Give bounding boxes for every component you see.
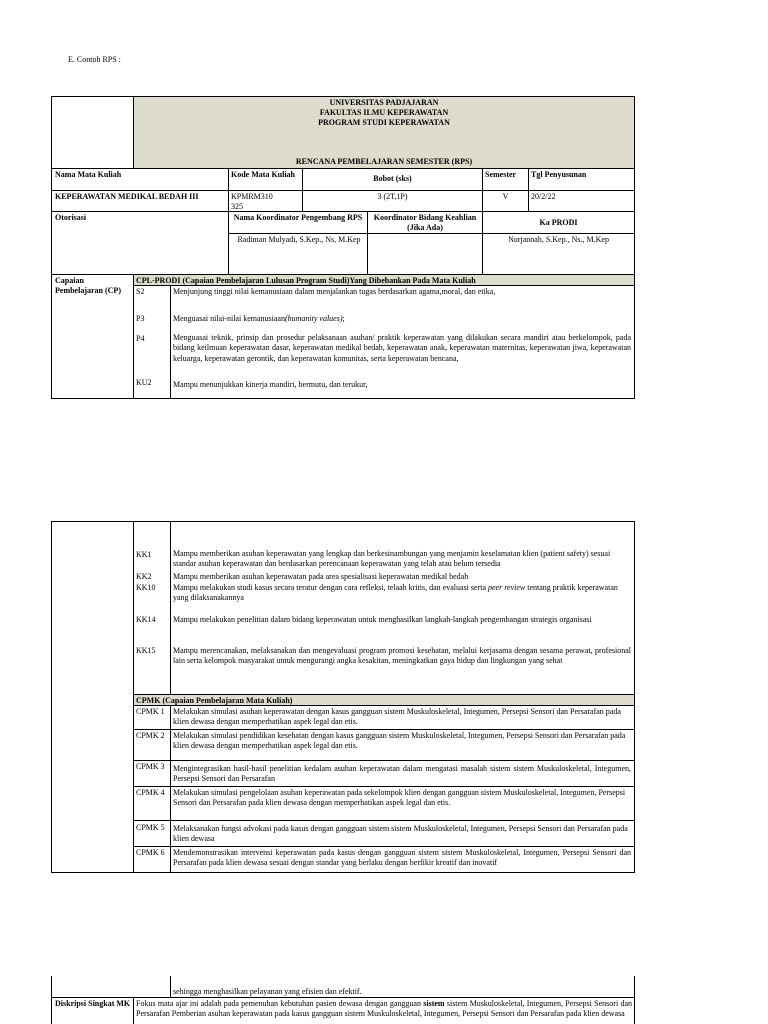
cp-code: P3 xyxy=(136,314,145,323)
description-text-rest: sistem Muskuloskeletal, Integumen, Persepsi Sensori dan Persarafan Pemberian asuhan keperawatan pada kasus gangguan sistem Muskuloskeletal, Integumen, Persepsi Sensori dan Persarafan pada klien dewasa xyxy=(136,999,632,1019)
cpmk-code: CPMK 4 xyxy=(136,788,165,797)
course-name-label: Nama Mata Kuliah xyxy=(55,170,122,179)
cp-text-main: Menguasai nilai-nilai kemanusiaan xyxy=(173,314,285,323)
kk-text: Mampu merencanakan, melaksanakan dan mengevaluasi program promosi kesehatan, melalui kerjasama dengan sesama perawat, profesional lain serta kelompok masyarakat untuk mengurangi angka kesakitan, meningkatkan gaya hidup dan lingkungan yang sehat xyxy=(173,646,631,666)
description-label: Diskripsi Singkat MK xyxy=(55,999,131,1008)
cp-text-italic: (humanity values) xyxy=(284,314,343,323)
intro-text: E. Contoh RPS : xyxy=(68,55,121,64)
cp-text: Mampu menunjukkan kinerja mandiri, bermutu, dan terukur, xyxy=(173,380,368,389)
kk-text-main: Mampu melakukan studi kasus secara teratur dengan cara refleksi, telaah kritis, dan evaluasi serta xyxy=(173,583,486,592)
head-label: Ka PRODI xyxy=(539,218,578,227)
description-text-bold: sistem xyxy=(423,999,445,1008)
semester-value: V xyxy=(502,192,509,201)
date-label: Tgl Penyusunan xyxy=(531,170,587,179)
weight-value: 3 (2T,1P) xyxy=(377,192,408,201)
cpmk-text: Melakukan simulasi pengelolaan asuhan keperawatan pada sekelompok klien dengan gangguan sistem Muskuloskeletal, Integumen, Persepsi Sensori dan Persarafan pada klien dewasa dengan memperhatikan aspek legal dan etis. xyxy=(173,788,626,808)
program-name: PROGRAM STUDI KEPERAWATAN xyxy=(318,118,450,127)
kk-code: KK15 xyxy=(136,646,156,655)
university-name: UNIVERSITAS PADJAJARAN xyxy=(329,98,439,107)
cp-text-tail: ; xyxy=(342,314,345,323)
kk-code: KK1 xyxy=(136,550,152,559)
weight-label: Bobot (sks) xyxy=(373,174,412,183)
document-title: RENCANA PEMBELAJARAN SEMESTER (RPS) xyxy=(295,157,473,166)
coordinator-value: Radiman Mulyadi, S.Kep., Ns, M.Kep xyxy=(237,235,361,244)
course-code-value: KPMRM310 325 xyxy=(231,192,273,212)
course-name-value: KEPERAWATAN MEDIKAL BEDAH III xyxy=(55,192,199,201)
cp-code: KU2 xyxy=(136,378,152,387)
kk-text xyxy=(173,583,631,604)
cpmk-code: CPMK 2 xyxy=(136,731,165,740)
cp-text xyxy=(173,314,631,324)
cp-text: Menguasai teknik, prinsip dan prosedur pelaksanaan asuhan/ praktik keperawatan yang dilakukan secara mandiri atau berkelompok, pada bidang keilmuan keperawatan dasar, keperawatan medikal bedah, keperawatan anak, keperawatan maternitas, keperawatan jiwa, keperawatan keluarga, keperawatan gerontik, dan keperawatan komunitas, serta keperawatan bencana, xyxy=(173,333,631,363)
kk-code: KK14 xyxy=(136,615,156,624)
kk-code: KK10 xyxy=(136,583,156,592)
kk-text-tail: tentang praktik keperawatan yang dilaksanakannya xyxy=(173,583,618,603)
date-value: 20/2/22 xyxy=(531,192,556,201)
cp-text: Menjunjung tinggi nilai kemanusiaan dalam menjalankan tugas berdasarkan agama,moral, dan etika, xyxy=(173,287,496,296)
cpmk-text: Melakukan simulasi asuhan keperawatan dengan kasus gangguan sistem Muskuloskeletal, Integumen, Persepsi Sensori dan Persarafan pada klien dewasa dengan memperhatikan aspek legal dan etis. xyxy=(173,707,621,727)
cpmk-text: Mendemonstrasikan intervensi keperawatan pada kasus dengan gangguan sistem sistem Muskuloskeletal, Integumen, Persepsi Sensori dan Persarafan pada klien dewasa sesuai dengan standar yang berlaku dengan berfikir kreatif dan inovatif xyxy=(173,848,631,868)
kk-text: Mampu memberikan asuhan keperawatan pada area spesialisasi keperawatan medikal bedah xyxy=(173,572,469,581)
head-value: Nurjannah, S.Kep., Ns., M.Kep xyxy=(508,235,609,244)
semester-label: Semester xyxy=(485,170,517,179)
cpmk-code: CPMK 1 xyxy=(136,707,165,716)
cp-label: Capaian Pembelajaran (CP) xyxy=(55,276,121,296)
cpmk-text: Melakukan simulasi pendidikan kesehatan dengan kasus gangguan sistem Muskuloskeletal, Integumen, Persepsi Sensori dan Persarafan pada klien dewasa dengan memperhatikan aspek legal dan etis. xyxy=(173,731,626,751)
cpmk-code: CPMK 3 xyxy=(136,762,165,771)
description-text xyxy=(136,999,632,1024)
cpmk-heading: CPMK (Capaian Pembelajaran Mata Kuliah) xyxy=(136,696,293,705)
cpmk-code: CPMK 6 xyxy=(136,848,165,857)
cp-code: P4 xyxy=(136,334,145,343)
coordinator-label: Nama Koordinator Pengembang RPS xyxy=(233,213,363,222)
authorization-label: Otorisasi xyxy=(55,213,87,222)
field-coordinator-label: Koordinator Bidang Keahlian (Jika Ada) xyxy=(373,213,477,233)
kk-text: Mampu memberikan asuhan keperawatan yang lengkap dan berkesinambungan yang menjamin keselamatan klien (patient safety) sesuai standar asuhan keperawatan dan berdasarkan perencanaan keperawatan yang telah atau belum tersedia xyxy=(173,549,611,569)
kk-code: KK2 xyxy=(136,572,152,581)
cpl-prodi-heading: CPL-PRODI (Capaian Pembelajaran Lulusan Program Studi)Yang Dibebankan Pada Mata Kuliah xyxy=(136,276,476,285)
kk-text: Mampu melakukan penelitian dalam bidang keperawatan untuk menghasilkan langkah-langkah pengembangan strategis organisasi xyxy=(173,615,592,624)
course-code-label: Kode Mata Kuliah xyxy=(231,170,296,179)
cpmk-continuation: sehingga menghasilkan pelayanan yang efisien dan efektif. xyxy=(173,987,362,996)
cpmk-code: CPMK 5 xyxy=(136,823,165,832)
cpmk-text: Mengintegrasikan hasil-hasil penelitian kedalam asuhan keperawatan dalam mengatasi masalah sistem sistem Muskuloskeletal, Integumen, Persepsi Sensori dan Persarafan xyxy=(173,764,631,784)
description-text-start: Fokus mata ajar ini adalah pada pemenuhan kebutuhan pasien dewasa dengan gangguan xyxy=(136,999,421,1008)
faculty-name: FAKULTAS ILMU KEPERAWATAN xyxy=(319,108,449,117)
cp-code: S2 xyxy=(136,287,145,296)
kk-text-italic: peer review xyxy=(488,583,526,592)
cpmk-text: Melaksanakan fungsi advokasi pada kasus dengan gangguan sistem sistem Muskuloskeletal, Integumen, Persepsi Sensori dan Persarafan pada klien dewasa xyxy=(173,824,628,844)
